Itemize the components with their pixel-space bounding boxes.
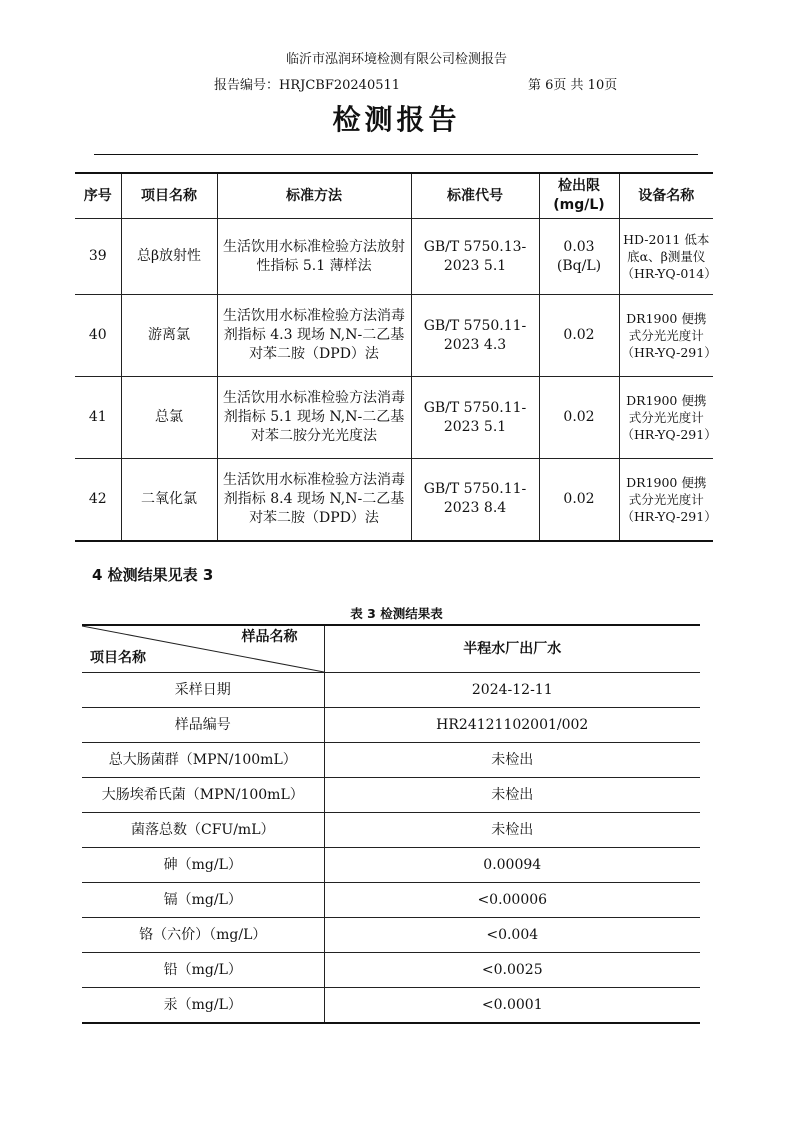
result-label: 大肠埃希氏菌（MPN/100mL）: [82, 778, 324, 813]
result-value: <0.004: [324, 918, 700, 953]
section-title: 4 检测结果见表 3: [92, 566, 214, 584]
device-name: DR1900 便携式分光光度计（HR-YQ-291）: [619, 377, 713, 459]
result-value: 未检出: [324, 778, 700, 813]
device-name: DR1900 便携式分光光度计（HR-YQ-291）: [619, 459, 713, 541]
table-row: [75, 295, 713, 377]
row-number: 41: [75, 377, 121, 459]
table-row: [75, 459, 713, 541]
result-value: 未检出: [324, 743, 700, 778]
device-name: HD-2011 低本底α、β测量仪（HR-YQ-014）: [619, 219, 713, 295]
detection-limit: 0.02: [539, 459, 619, 541]
results-table-header: [82, 625, 700, 673]
item-name: 总氯: [121, 377, 217, 459]
result-value: 2024-12-11: [324, 673, 700, 708]
standard-code: GB/T 5750.11-2023 5.1: [411, 377, 539, 459]
result-label: 采样日期: [82, 673, 324, 708]
header-divider: [94, 154, 698, 155]
standard-code: GB/T 5750.13-2023 5.1: [411, 219, 539, 295]
corner-label-item: 项目名称: [90, 650, 146, 666]
table-caption: 表 3 检测结果表: [350, 606, 443, 621]
result-value: <0.0001: [324, 988, 700, 1024]
result-label: 菌落总数（CFU/mL）: [82, 813, 324, 848]
results-table: [82, 624, 700, 1024]
table-row: [82, 883, 700, 918]
report-number: 报告编号：HRJCBF20240511: [214, 78, 401, 93]
row-number: 42: [75, 459, 121, 541]
table-row: [75, 219, 713, 295]
detection-limit: 0.02: [539, 295, 619, 377]
col-header-limit: 检出限 (mg/L): [539, 173, 619, 219]
table-row: [82, 918, 700, 953]
company-report-header: 临沂市泓润环境检测有限公司检测报告: [285, 52, 507, 67]
result-value: 0.00094: [324, 848, 700, 883]
row-number: 39: [75, 219, 121, 295]
method-table-header: [75, 173, 713, 219]
detection-limit: 0.02: [539, 377, 619, 459]
item-name: 二氧化氯: [121, 459, 217, 541]
table-row: [82, 813, 700, 848]
result-value: HR24121102001/002: [324, 708, 700, 743]
col-header-method: 标准方法: [217, 173, 411, 219]
result-value: <0.0025: [324, 953, 700, 988]
table-row: [82, 953, 700, 988]
sample-name: 半程水厂出厂水: [324, 625, 700, 673]
standard-method: 生活饮用水标准检验方法消毒剂指标 5.1 现场 N,N-二乙基对苯二胺分光光度法: [217, 377, 411, 459]
result-label: 砷（mg/L）: [82, 848, 324, 883]
result-label: 总大肠菌群（MPN/100mL）: [82, 743, 324, 778]
item-name: 游离氯: [121, 295, 217, 377]
row-number: 40: [75, 295, 121, 377]
table-row: [82, 988, 700, 1024]
standard-method: 生活饮用水标准检验方法消毒剂指标 8.4 现场 N,N-二乙基对苯二胺（DPD）法: [217, 459, 411, 541]
standard-method: 生活饮用水标准检验方法消毒剂指标 4.3 现场 N,N-二乙基对苯二胺（DPD）法: [217, 295, 411, 377]
result-value: <0.00006: [324, 883, 700, 918]
result-label: 样品编号: [82, 708, 324, 743]
result-value: 未检出: [324, 813, 700, 848]
col-header-code: 标准代号: [411, 173, 539, 219]
diagonal-header-cell: [82, 625, 324, 673]
device-name: DR1900 便携式分光光度计（HR-YQ-291）: [619, 295, 713, 377]
standard-code: GB/T 5750.11-2023 8.4: [411, 459, 539, 541]
result-label: 镉（mg/L）: [82, 883, 324, 918]
item-name: 总β放射性: [121, 219, 217, 295]
result-label: 汞（mg/L）: [82, 988, 324, 1024]
result-label: 铅（mg/L）: [82, 953, 324, 988]
standard-code: GB/T 5750.11-2023 4.3: [411, 295, 539, 377]
corner-label-sample: 样品名称: [241, 629, 298, 645]
page-title: 检测报告: [332, 103, 461, 136]
table-row: [82, 673, 700, 708]
col-header-device: 设备名称: [619, 173, 713, 219]
table-row: [75, 377, 713, 459]
method-table: [75, 172, 717, 542]
page-info: 第 6页 共 10页: [528, 78, 618, 93]
table-row: [82, 848, 700, 883]
table-row: [82, 743, 700, 778]
table-row: [82, 708, 700, 743]
standard-method: 生活饮用水标准检验方法放射性指标 5.1 薄样法: [217, 219, 411, 295]
table-row: [82, 778, 700, 813]
col-header-no: 序号: [75, 173, 121, 219]
detection-limit: 0.03 (Bq/L): [539, 219, 619, 295]
result-label: 铬（六价）（mg/L）: [82, 918, 324, 953]
col-header-item: 项目名称: [121, 173, 217, 219]
